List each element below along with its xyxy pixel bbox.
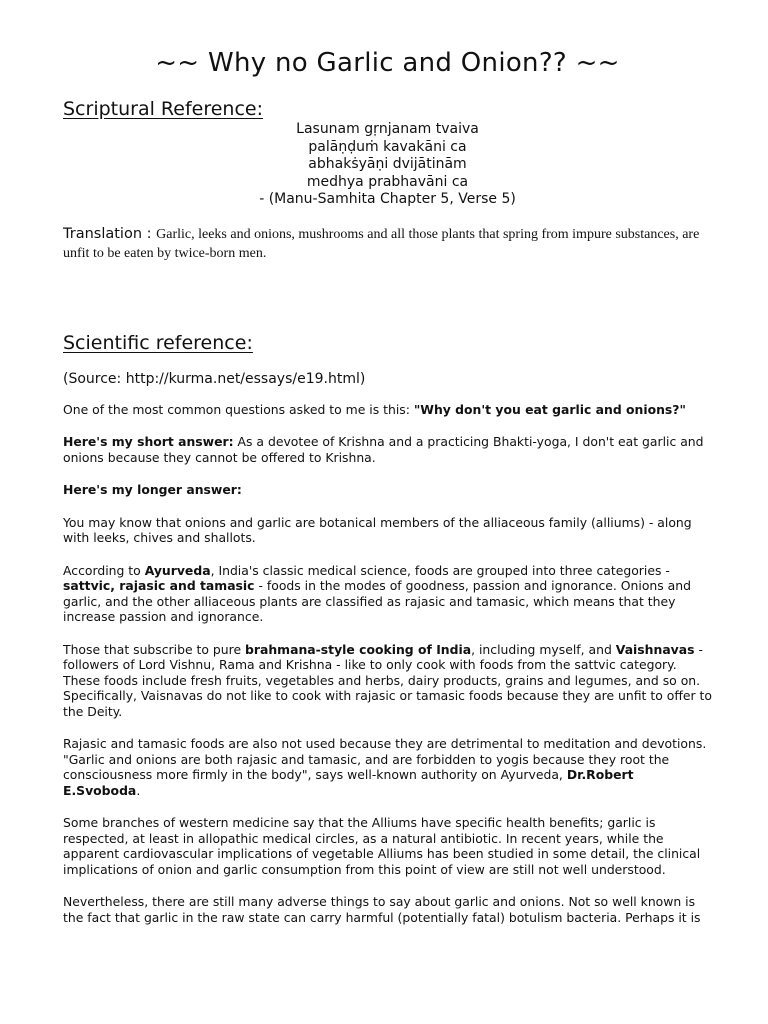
verse-line: abhakṡyāṇi dvijātinām — [308, 156, 467, 172]
translation-text: Garlic, leeks and onions, mushrooms and all those plants that spring from impure substances, are unfit to be eaten by twice-born men. — [63, 226, 700, 261]
article-body — [63, 402, 712, 926]
source-reference: (Source: http://kurma.net/essays/e19.html) — [63, 370, 366, 387]
paragraph: Here's my short answer: As a devotee of Krishna and a practicing Bhakti-yoga, I don't eat garlic and onions because they cannot be offered to Krishna. — [63, 434, 704, 465]
paragraph: Some branches of western medicine say that the Alliums have specific health benefits; garlic is respected, at least in allopathic medical circles, as a natural antibiotic. In recent years, while the apparent cardiovascular implications of vegetable Alliums has been studied in some detail, the clinical implications of onion and garlic consumption from this point of view are still not well understood. — [63, 815, 701, 877]
verse-line: medhya prabhavāni ca — [306, 173, 469, 190]
scriptural-section — [63, 98, 712, 263]
verse-citation: - (Manu-Samhita Chapter 5, Verse 5) — [259, 191, 516, 207]
paragraph: Rajasic and tamasic foods are also not used because they are detrimental to meditation and devotions. "Garlic and onions are both rajasic and tamasic, and are forbidden to yogis because they root the consciousness more firmly in the body", says well-known authority on Ayurveda, Dr.Robert E.Svoboda. — [63, 736, 707, 798]
sanskrit-verse — [63, 121, 712, 209]
scientific-section — [63, 332, 712, 387]
translation-label: Translation — [63, 225, 143, 242]
paragraph: You may know that onions and garlic are botanical members of the alliaceous family (alliums) - along with leeks, chives and shallots. — [63, 514, 692, 545]
verse-line: palāṇḍuṁ kavakāni ca — [308, 138, 467, 155]
paragraph: According to Ayurveda, India's classic medical science, foods are grouped into three categories - sattvic, rajasic and tamasic - foods in the modes of goodness, passion and ignorance. Onions and garlic, and the other alliaceous plants are classified as rajasic and tamasic, which means that they increase passion and ignorance. — [63, 562, 691, 624]
verse-line: Lasunam gṛnjanam tvaiva — [296, 121, 479, 137]
translation: Translation : Garlic, leeks and onions, mushrooms and all those plants that spring from impure substances, are unfit to be eaten by twice-born men. — [63, 225, 700, 261]
paragraph: One of the most common questions asked to me is this: "Why don't you eat garlic and onions?" — [63, 401, 686, 417]
paragraph: Nevertheless, there are still many adverse things to say about garlic and onions. Not so well known is the fact that garlic in the raw state can carry harmful (potentially fatal) botulism bacteria. Perhaps it is — [63, 894, 701, 925]
page-title: ~~ Why no Garlic and Onion?? ~~ — [155, 48, 620, 78]
paragraph: Those that subscribe to pure brahmana-style cooking of India, including myself, and Vaishnavas - followers of Lord Vishnu, Rama and Krishna - like to only cook with foods from the sattvic category. These foods include fresh fruits, vegetables and herbs, dairy products, grains and legumes, and so on. Specifically, Vaisnavas do not like to cook with rajasic or tamasic foods because they are unfit to offer to the Deity. — [63, 641, 712, 719]
scriptural-heading: Scriptural Reference: — [63, 98, 264, 120]
paragraph: Here's my longer answer: — [63, 482, 242, 497]
scientific-heading: Scientific reference: — [63, 331, 253, 354]
